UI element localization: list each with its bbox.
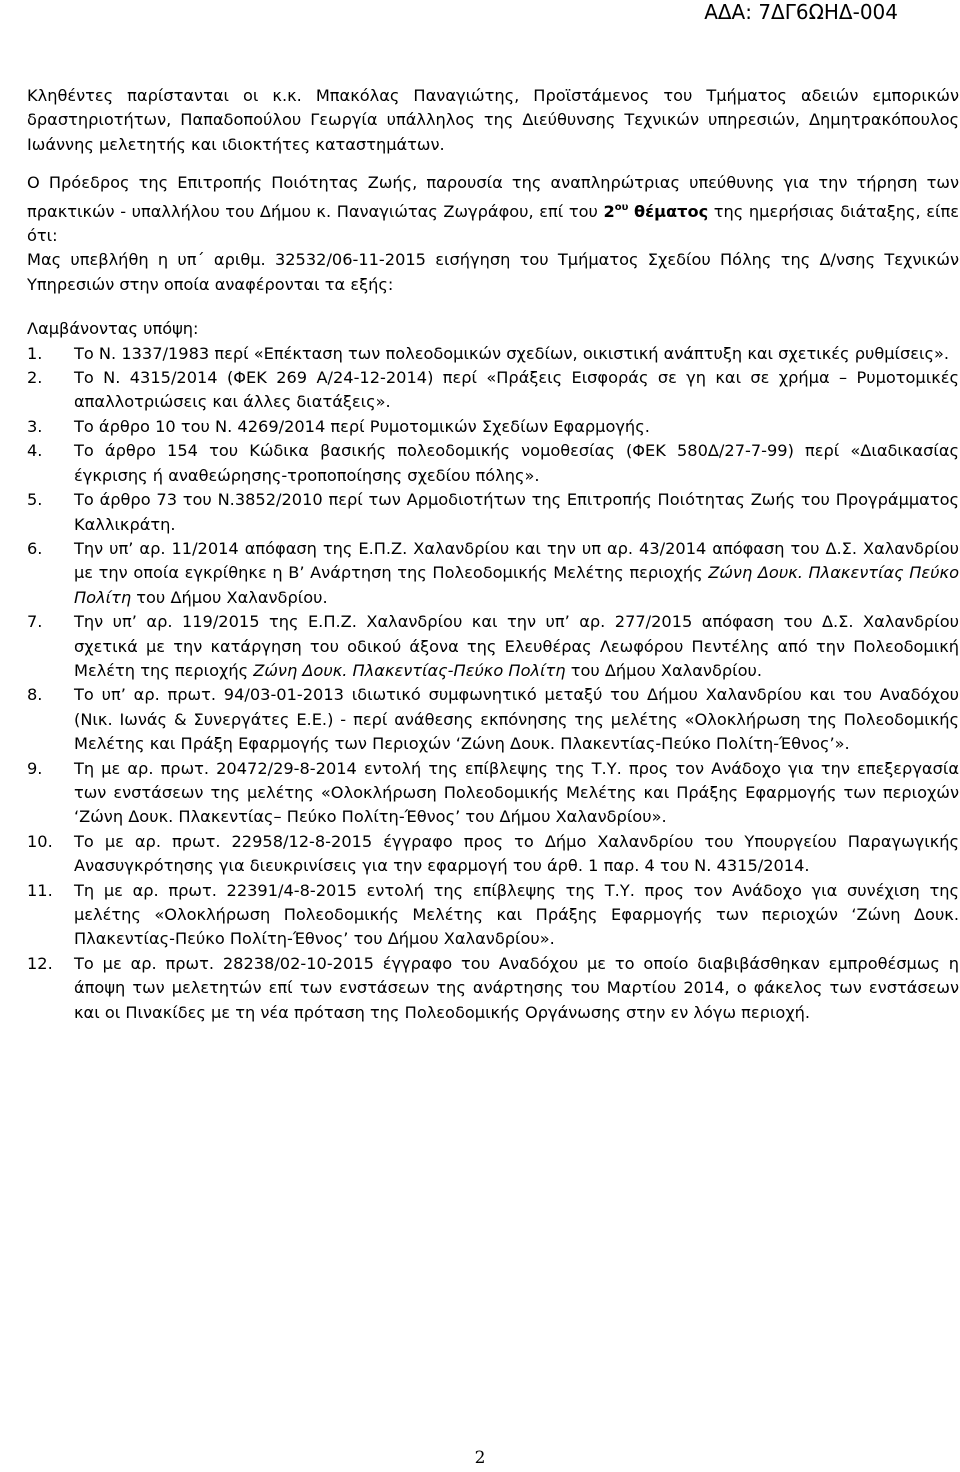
item-number: 5. — [27, 490, 43, 510]
item-number: 4. — [27, 441, 43, 461]
list-item — [27, 342, 959, 366]
item-number: 8. — [27, 685, 43, 705]
paragraph-submission: Μας υπεβλήθη η υπ΄ αριθμ. 32532/06-11-2015 εισήγηση του Τμήματος Σχεδίου Πόλης της Δ/νσης Τεχνικών Υπηρεσιών στην οποία αναφέρονται τα εξής: — [27, 250, 959, 294]
list-item — [27, 439, 959, 488]
list-item — [27, 366, 959, 415]
list-item — [27, 610, 959, 683]
item-text: Το άρθρο 154 του Κώδικα βασικής πολεοδομικής νομοθεσίας (ΦΕΚ 580Δ/27-7-99) περί «Διαδικασίας έγκρισης ή αναθεώρησης-τροποποίησης σχεδίου πόλης». — [74, 441, 959, 485]
item-text-end: του Δήμου Χαλανδρίου. — [565, 660, 763, 680]
item-number: 7. — [27, 612, 43, 632]
ada-code: ΑΔΑ: 7ΔΓ6ΩΗΔ-004 — [704, 0, 898, 24]
item-number: 11. — [27, 880, 53, 900]
considerations-list — [27, 342, 959, 1025]
chairman-text-end: της ημερήσιας διάταξης, είπε ότι: — [27, 201, 959, 246]
list-item — [27, 879, 959, 952]
page-number: 2 — [474, 1448, 486, 1468]
list-item — [27, 537, 959, 610]
item-italic-area: Ζώνη Δουκ. Πλακεντίας-Πεύκο Πολίτη — [253, 660, 566, 680]
item-text: Την υπ’ αρ. 11/2014 απόφαση της Ε.Π.Ζ. Χαλανδρίου και την υπ αρ. 43/2014 απόφαση του Δ.Σ. Χαλανδρίου με την οποία εγκρίθηκε η Β’ Ανάρτηση της Πολεοδομικής Μελέτης περιοχής — [74, 538, 959, 583]
item-text: Το άρθρο 10 του Ν. 4269/2014 περί Ρυμοτομικών Σχεδίων Εφαρμογής. — [74, 416, 650, 436]
item-text: Την υπ’ αρ. 119/2015 της Ε.Π.Ζ. Χαλανδρίου και την υπ’ αρ. 277/2015 απόφαση του Δ.Σ. Χαλανδρίου σχετικά με την κατάργηση του οδικού άξονα της Ελευθέρας Λεωφόρου Πεντέλης από την Πολεοδομική Μελέτη της περιοχής — [74, 612, 959, 680]
item-number: 2. — [27, 368, 43, 388]
item-number: 6. — [27, 538, 43, 558]
list-item — [27, 488, 959, 537]
item-text: Το υπ’ αρ. πρωτ. 94/03-01-2013 ιδιωτικό συμφωνητικό μεταξύ του Δήμου Χαλανδρίου και του Αναδόχου (Νικ. Ιωνάς & Συνεργάτες Ε.Ε.) - περί ανάθεσης εκπόνησης της μελέτης «Ολοκλήρωση της Πολεοδομικής Μελέτης και Πράξη Εφαρμογής των Περιοχών ‘Ζώνη Δουκ. Πλακεντίας-Πεύκο Πολίτη-Έθνος’». — [74, 685, 959, 754]
document-body — [27, 84, 959, 1025]
item-number: 1. — [27, 343, 43, 363]
list-item — [27, 830, 959, 879]
topic-word: θέματος — [633, 201, 709, 221]
item-text: Το Ν. 1337/1983 περί «Επέκταση των πολεοδομικών σχεδίων, οικιστική ανάπτυξη και σχετικές ρυθμίσεις». — [74, 343, 950, 363]
topic-ordinal-suffix: ου — [614, 201, 629, 213]
list-item — [27, 415, 959, 439]
item-text: Τη με αρ. πρωτ. 20472/29-8-2014 εντολή της επίβλεψης της Τ.Υ. προς τον Ανάδοχο για την επεξεργασία των ενστάσεων της μελέτης «Ολοκλήρωση Πολεοδομικής Μελέτης και Πράξης Εφαρμογής των περιοχών ‘Ζώνη Δουκ. Πλακεντίας– Πεύκο Πολίτη-Έθνος’ του Δήμου Χαλανδρίου». — [74, 758, 959, 827]
list-item — [27, 952, 959, 1025]
item-text: Τη με αρ. πρωτ. 22391/4-8-2015 εντολή της επίβλεψης της Τ.Υ. προς τον Ανάδοχο για συνέχιση της μελέτης «Ολοκλήρωση Πολεοδομικής Μελέτης και Πράξης Εφαρμογής των περιοχών ‘Ζώνη Δουκ. Πλακεντίας-Πεύκο Πολίτη-Έθνος’ του Δήμου Χαλανδρίου». — [74, 880, 959, 949]
paragraph-chairman — [27, 171, 959, 248]
item-number: 9. — [27, 758, 43, 778]
item-text-end: του Δήμου Χαλανδρίου. — [131, 587, 328, 607]
item-number: 3. — [27, 416, 43, 436]
item-number: 10. — [27, 831, 53, 851]
paragraph-attendees: Κληθέντες παρίστανται οι κ.κ. Μπακόλας Παναγιώτης, Προϊστάμενος του Τμήματος αδειών εμπορικών δραστηριοτήτων, Παπαδοπούλου Γεωργία υπάλληλος της Διεύθυνσης Τεχνικών υπηρεσιών, Δημητρακόπουλος Ιωάννης μελετητής και ιδιοκτήτες καταστημάτων. — [27, 86, 959, 154]
paragraph-considering: Λαμβάνοντας υπόψη: — [27, 319, 199, 339]
topic-number: 2 — [603, 201, 615, 221]
item-number: 12. — [27, 953, 53, 973]
list-item — [27, 683, 959, 756]
list-item — [27, 757, 959, 830]
item-text: Το άρθρο 73 του Ν.3852/2010 περί των Αρμοδιοτήτων της Επιτροπής Ποιότητας Ζωής του Προγράμματος Καλλικράτη. — [74, 490, 959, 534]
item-text: Το με αρ. πρωτ. 22958/12-8-2015 έγγραφο προς το Δήμο Χαλανδρίου του Υπουργείου Παραγωγικής Ανασυγκρότησης για διευκρινίσεις για την εφαρμογή του άρθ. 1 παρ. 4 του Ν. 4315/2014. — [74, 831, 959, 876]
item-italic-area: Ζώνη Δουκ. Πλακεντίας Πεύκο Πολίτη — [74, 563, 959, 607]
chairman-text: Ο Πρόεδρος της Επιτροπής Ποιότητας Ζωής, παρουσία της αναπληρώτριας υπεύθυνης για την τήρηση των πρακτικών - υπαλλήλου του Δήμου κ. Παναγιώτας Ζωγράφου, επί του — [27, 173, 959, 221]
item-text: Το με αρ. πρωτ. 28238/02-10-2015 έγγραφο του Αναδόχου με το οποίο διαβιβάσθηκαν εμπροθέσμως η άποψη των μελετητών επί των ενστάσεων της ανάρτησης του Μαρτίου 2014, ο φάκελος των ενστάσεων και οι Πινακίδες με τη νέα πρόταση της Πολεοδομικής Οργάνωσης στην εν λόγω περιοχή. — [74, 953, 959, 1022]
item-text: Το Ν. 4315/2014 (ΦΕΚ 269 Α/24-12-2014) περί «Πράξεις Εισφοράς σε γη και σε χρήμα – Ρυμοτομικές απαλλοτριώσεις και άλλες διατάξεις». — [74, 368, 959, 412]
